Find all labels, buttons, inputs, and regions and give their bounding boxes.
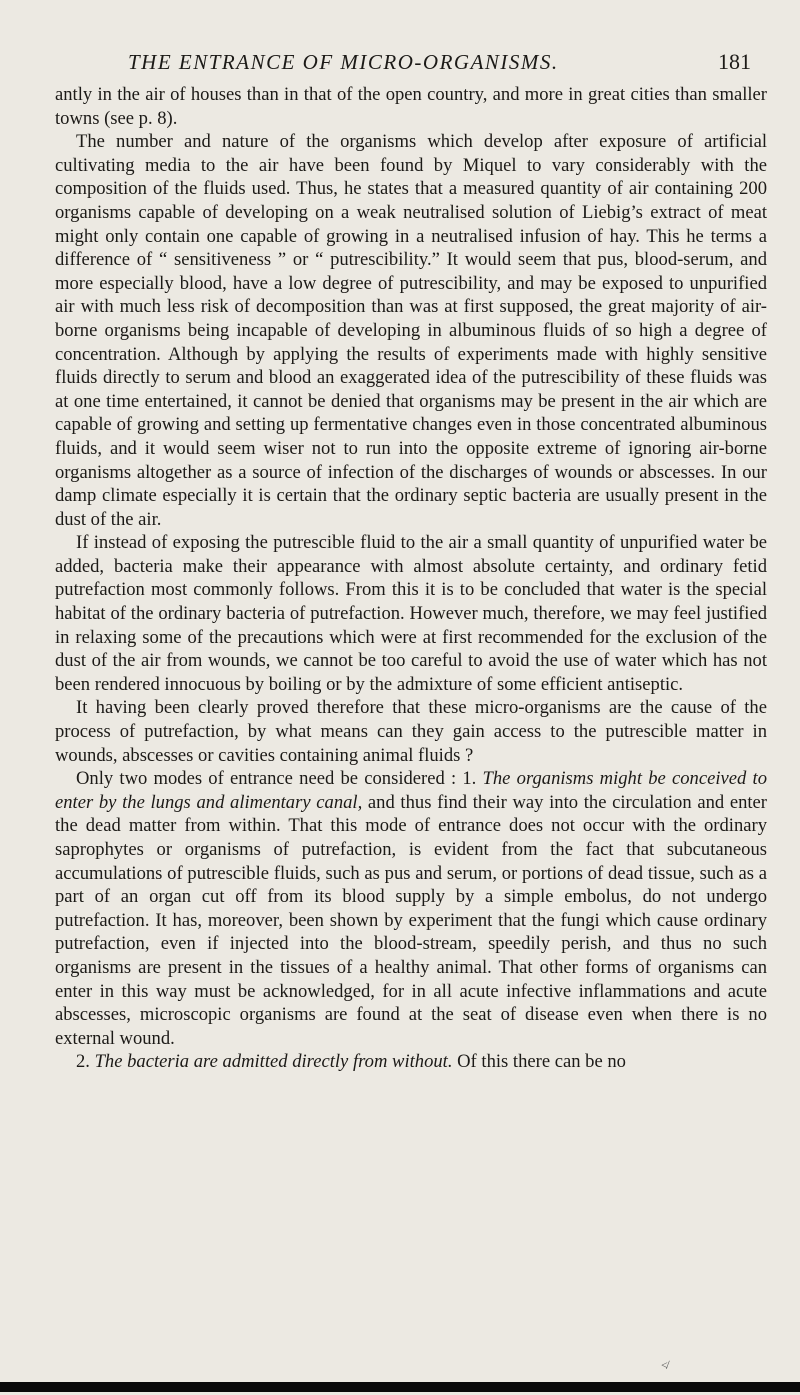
paragraph-mode-two [55,1050,767,1074]
mode-two-lead: 2. [76,1051,95,1073]
paragraph-question: It having been clearly proved therefore that these micro-organisms are the cause of the process of putrefaction, by what means can they gain access to the putrescible matter in wounds, abscesses or cavities containing animal fluids ? [55,697,767,766]
footer-mark: ≮ [661,1358,668,1372]
mode-one-lead: Only two modes of entrance need be considered : 1. [76,768,483,790]
bottom-edge-rule [0,1382,800,1392]
paragraph-miquel: The number and nature of the organisms which develop after exposure of artificial cultivating media to the air have been found by Miquel to vary considerably with the composition of the fluids used. Thus, he states that a measured quantity of air containing 200 organisms capable of developing on a weak neutralised solution of Liebig’s extract of meat might only contain one capable of growing in a neutralised infusion of hay. This he terms a difference of “ sensitiveness ” or “ putrescibility.” It would seem that pus, blood-serum, and more especially blood, have a low degree of putrescibility, and may be exposed to unpurified air with much less risk of decomposition than was at first supposed, the great majority of air-borne organisms being incapable of developing in albuminous fluids of so high a degree of concentration. Although by applying the results of experiments made with highly sensitive fluids directly to serum and blood an exaggerated idea of the putrescibility of these fluids was at one time entertained, it cannot be denied that organisms may be present in the air which are capable of growing and setting up fermentative changes even in those concentrated albuminous fluids, and it would seem wiser not to run into the opposite extreme of ignoring air-borne organisms altogether as a source of infection of the discharges of wounds or abscesses. In our damp climate especially it is certain that the ordinary septic bacteria are usually present in the dust of the air. [55,131,767,530]
mode-one-body: and thus find their way into the circulation and enter the dead matter from within. That this mode of entrance does not occur with the ordinary saprophytes or organisms of putrefaction, is evident from the fact that subcutaneous accumulations of putrescible fluids, such as pus and serum, or portions of dead tissue, such as a part of an organ cut off from its blood supply by a simple embolus, do not undergo putrefaction. It has, moreover, been shown by experiment that the fungi which cause ordinary putrefaction, even if injected into the blood-stream, speedily perish, and thus no such organisms are present in the tissues of a healthy animal. That other forms of organisms can enter in this way must be acknowledged, for in all acute infective inflammations and acute abscesses, microscopic organisms are found at the seat of disease even when there is no external wound. [55,791,767,1049]
page-header [0,50,800,86]
body-text [55,83,767,1074]
paragraph-continuation: antly in the air of houses than in that of the open country, and more in great cities than smaller towns (see p. 8). [55,84,767,129]
mode-one-italic: The organisms might be conceived to enter by the lungs and alimentary canal, [55,768,768,813]
mode-two-body: Of this there can be no [452,1051,626,1073]
mode-two-italic: The bacteria are admitted directly from without. [94,1051,453,1073]
paragraph-water: If instead of exposing the putrescible fluid to the air a small quantity of unpurified water be added, bacteria make their appearance with almost absolute certainty, and ordinary fetid putrefaction most commonly follows. From this it is to be concluded that water is the special habitat of the ordinary bacteria of putrefaction. However much, therefore, we may feel justified in relaxing some of the precautions which were at first recommended for the exclusion of the dust of the air from wounds, we cannot be too careful to avoid the use of water which has not been rendered innocuous by boiling or by the admixture of some efficient antiseptic. [55,532,767,695]
running-head: THE ENTRANCE OF MICRO-ORGANISMS. [128,50,559,74]
page-number: 181 [718,49,751,74]
paragraph-mode-one [55,767,767,1050]
